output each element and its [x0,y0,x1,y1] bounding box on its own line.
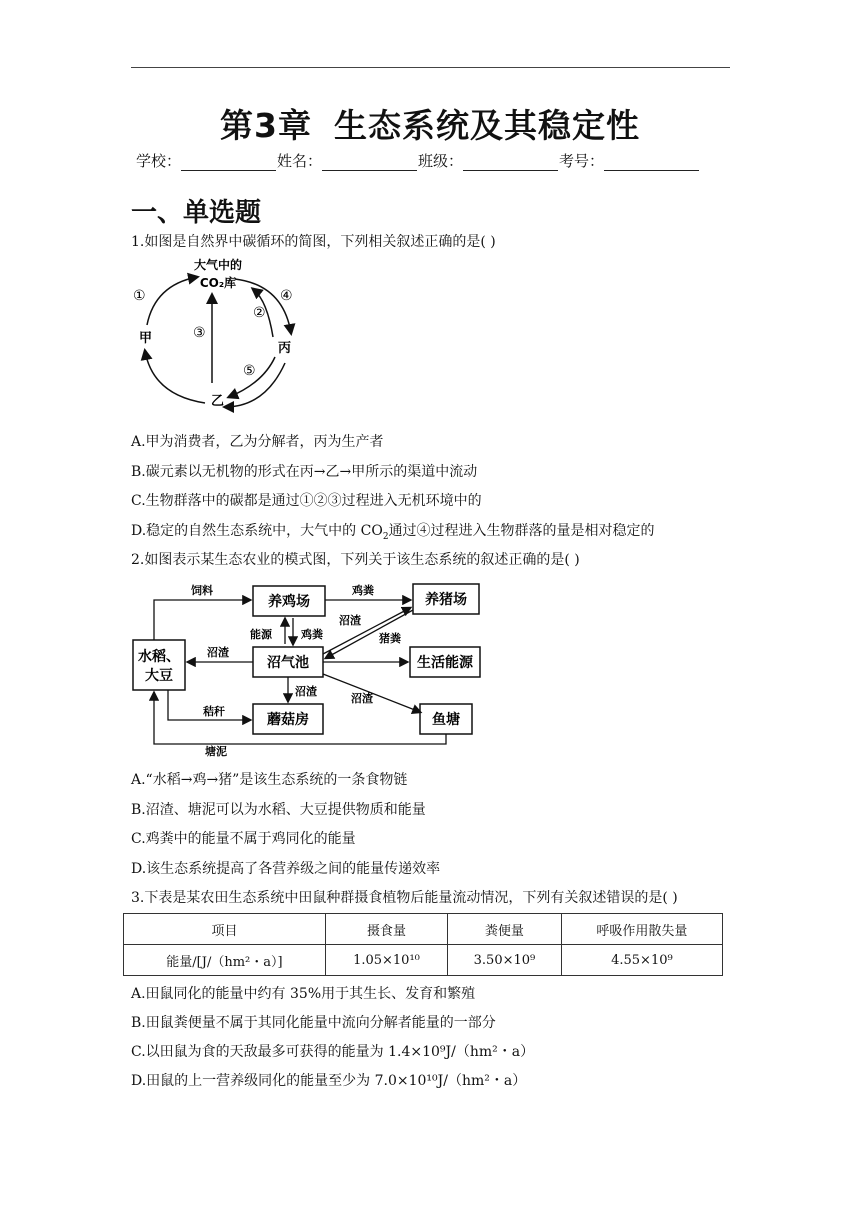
carbon-cycle-diagram [125,255,315,415]
node-jia: 甲 [139,331,153,346]
chapter-number: 第3章 [220,106,312,145]
edge-pond-mud: 塘泥 [205,745,227,758]
edge-feed: 饲料 [191,584,213,597]
q1-option-d [131,520,655,542]
name-label: 姓名： [277,152,323,170]
energy-table [123,913,723,976]
node-bing: 丙 [278,341,292,356]
q3-option-b: B.田鼠粪便量不属于其同化能量中流向分解者能量的一部分 [131,1015,496,1031]
node-yi: 乙 [211,394,225,409]
q1-option-d-sub: 2 [382,531,389,542]
q1-option-c: C.生物群落中的碳都是通过①②③过程进入无机环境中的 [131,493,482,509]
name-blank[interactable] [322,156,417,171]
header-rule [131,67,730,68]
q2-option-c: C.鸡粪中的能量不属于鸡同化的能量 [131,831,356,847]
table-header-cell: 粪便量 [448,914,562,945]
edge-residue-top: 沼渣 [339,614,361,627]
label-n5: ⑤ [243,363,256,379]
q1-option-d-pre: D.稳定的自然生态系统中，大气中的 CO [131,523,383,539]
q3-option-c: C.以田鼠为食的天敌最多可获得的能量为 1.4×10⁹J/（hm²・a） [131,1044,535,1060]
pool-label-line2: CO₂库 [199,276,237,290]
q3-option-d: D.田鼠的上一营养级同化的能量至少为 7.0×10¹⁰J/（hm²・a） [131,1073,527,1089]
school-blank[interactable] [181,156,276,171]
table-cell: 3.50×10⁹ [448,945,562,976]
table-header-cell: 呼吸作用散失量 [561,914,722,945]
edge-energy: 能源 [250,628,272,641]
label-n3: ③ [193,325,206,341]
student-info-line [136,150,700,171]
label-pig: 养猪场 [425,592,467,608]
class-blank[interactable] [463,156,558,171]
label-n2: ② [253,305,266,321]
edge-residue-left: 沼渣 [207,646,229,659]
table-header-cell: 摄食量 [325,914,447,945]
q3-stem: 3.下表是某农田生态系统中田鼠种群摄食植物后能量流动情况，下列有关叙述错误的是( ) [131,890,678,906]
label-crops-line1: 水稻、 [138,649,180,665]
label-biogas: 沼气池 [267,655,309,671]
q3-option-a: A.田鼠同化的能量中约有 35%用于其生长、发育和繁殖 [131,986,476,1002]
table-cell: 1.05×10¹⁰ [325,945,447,976]
pool-label-line1: 大气中的 [193,258,243,272]
edge-chicken-manure-top: 鸡粪 [352,584,374,597]
number-blank[interactable] [604,156,699,171]
edge-chicken-manure-mid: 鸡粪 [301,628,323,641]
q2-stem: 2.如图表示某生态农业的模式图，下列关于该生态系统的叙述正确的是( ) [131,552,580,568]
q1-option-a: A.甲为消费者，乙为分解者，丙为生产者 [131,434,384,450]
chapter-name: 生态系统及其稳定性 [333,106,640,145]
table-row-label: 能量/[J/（hm²・a）] [124,945,326,976]
q2-option-a: A.“水稻→鸡→猪”是该生态系统的一条食物链 [131,772,408,788]
q1-option-d-post: 通过④过程进入生物群落的量是相对稳定的 [388,523,655,539]
school-label: 学校： [136,152,182,170]
q2-option-b: B.沼渣、塘泥可以为水稻、大豆提供物质和能量 [131,802,426,818]
arrow-feed [154,600,250,640]
q2-option-d: D.该生态系统提高了各营养级之间的能量传递效率 [131,861,441,877]
class-label: 班级： [418,152,464,170]
label-mushroom: 蘑菇房 [267,712,309,728]
edge-residue-down: 沼渣 [295,685,317,698]
number-label: 考号： [559,152,605,170]
table-header-row [124,914,723,945]
label-chicken: 养鸡场 [268,594,310,610]
section-title: 一、单选题 [131,198,262,228]
label-crops-line2: 大豆 [145,668,173,684]
table-row [124,945,723,976]
eco-farm-diagram [128,578,488,758]
q1-option-b: B.碳元素以无机物的形式在丙→乙→甲所示的渠道中流动 [131,464,478,480]
edge-straw: 秸秆 [203,705,225,718]
arrow-yi-jia [145,351,205,403]
label-n4: ④ [280,288,293,304]
table-header-cell: 项目 [124,914,326,945]
page-title [0,100,860,147]
arrow-residue-pig [323,608,410,654]
q1-stem: 1.如图是自然界中碳循环的简图，下列相关叙述正确的是( ) [131,234,496,250]
edge-pig-manure: 猪粪 [379,632,401,645]
arrow-1 [147,277,197,325]
label-n1: ① [133,288,146,304]
label-pond: 鱼塘 [432,712,460,728]
table-cell: 4.55×10⁹ [561,945,722,976]
edge-residue-pond: 沼渣 [351,692,373,705]
label-energy: 生活能源 [417,655,473,671]
